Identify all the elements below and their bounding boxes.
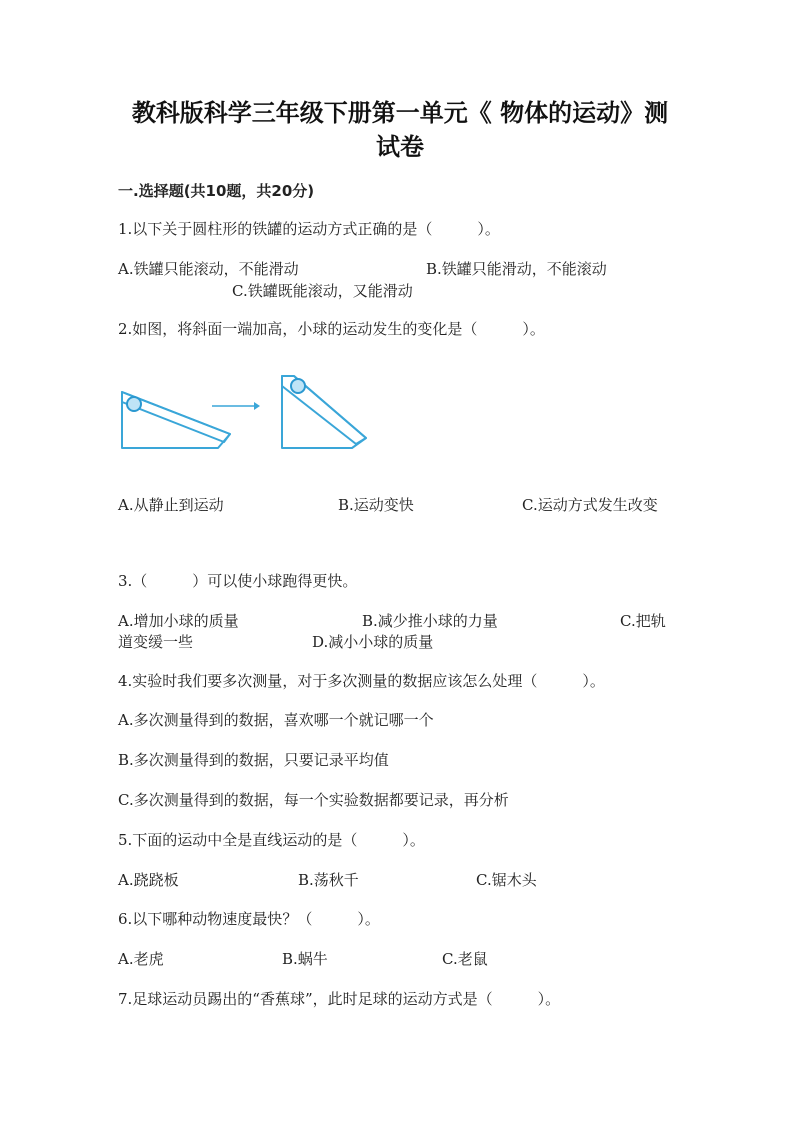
question-2-option-b: B.运动变快 xyxy=(338,496,414,514)
incline-figure xyxy=(118,372,378,466)
question-5-option-a: A.跷跷板 xyxy=(118,871,179,889)
question-6-stem: 6.以下哪种动物速度最快？（ ）。 xyxy=(118,910,380,928)
question-1-option-c: C.铁罐既能滚动，又能滑动 xyxy=(232,282,413,300)
question-3-option-c-continued: 道变缓一些 xyxy=(118,633,194,651)
question-6-option-c: C.老鼠 xyxy=(442,950,488,968)
question-3-stem: 3.（ ）可以使小球跑得更快。 xyxy=(118,572,358,590)
question-4-option-c: C.多次测量得到的数据，每一个实验数据都要记录，再分析 xyxy=(118,791,509,809)
question-5-option-b: B.荡秋千 xyxy=(298,871,359,889)
question-5-option-c: C.锯木头 xyxy=(476,871,537,889)
question-6-option-b: B.蜗牛 xyxy=(282,950,328,968)
question-3-option-d: D.减小小球的质量 xyxy=(312,633,434,651)
title-line-2: 试卷 xyxy=(376,133,424,161)
arrow-icon xyxy=(212,402,260,410)
question-5-stem: 5.下面的运动中全是直线运动的是（ ）。 xyxy=(118,831,425,849)
question-3-option-a: A.增加小球的质量 xyxy=(118,612,239,630)
ball-left xyxy=(127,397,141,411)
question-3-option-b: B.减少推小球的力量 xyxy=(362,612,498,630)
title-line-1: 教科版科学三年级下册第一单元《 物体的运动》测 xyxy=(131,99,669,127)
question-3-option-c: C.把轨 xyxy=(620,612,666,630)
question-1-option-b: B.铁罐只能滑动，不能滚动 xyxy=(426,260,607,278)
question-4-option-a: A.多次测量得到的数据，喜欢哪一个就记哪一个 xyxy=(118,711,434,729)
incline-diagram xyxy=(118,372,378,462)
question-2-option-c: C.运动方式发生改变 xyxy=(522,496,658,514)
question-6-option-a: A.老虎 xyxy=(118,950,164,968)
question-1-option-a: A.铁罐只能滚动，不能滑动 xyxy=(118,260,299,278)
page-title xyxy=(100,96,700,164)
question-4-stem: 4.实验时我们要多次测量，对于多次测量的数据应该怎么处理（ ）。 xyxy=(118,672,605,690)
question-2-stem: 2.如图，将斜面一端加高，小球的运动发生的变化是（ ）。 xyxy=(118,320,545,338)
question-2-option-a: A.从静止到运动 xyxy=(118,496,224,514)
ball-right xyxy=(291,379,305,393)
question-7-stem: 7.足球运动员踢出的“香蕉球”，此时足球的运动方式是（ ）。 xyxy=(118,990,561,1008)
question-4-option-b: B.多次测量得到的数据，只要记录平均值 xyxy=(118,751,389,769)
question-1-stem: 1.以下关于圆柱形的铁罐的运动方式正确的是（ ）。 xyxy=(118,220,500,238)
section-heading: 一.选择题(共10题，共20分) xyxy=(118,182,315,200)
